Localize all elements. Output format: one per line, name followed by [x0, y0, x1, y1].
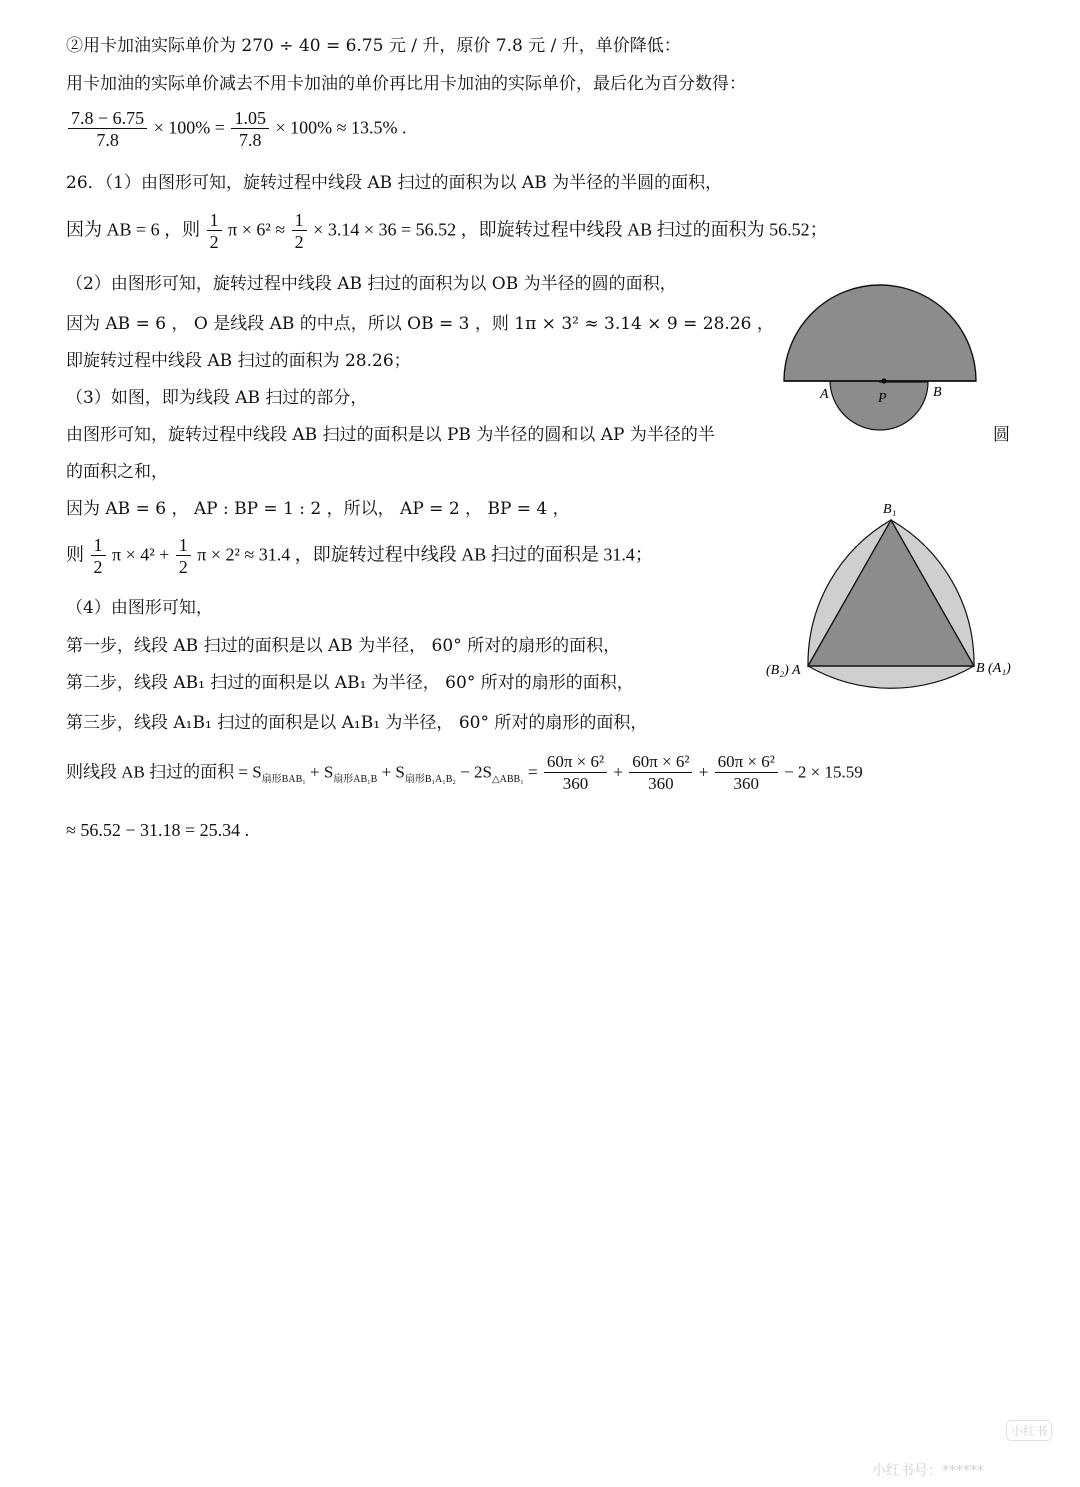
text-line-1: ②用卡加油实际单价为 270 ÷ 40 = 6.75 元 / 升，原价 7.8 元 / 升，单价降低： — [66, 36, 681, 56]
fraction: $\frac{1}{2}$ — [207, 210, 222, 253]
fraction: $\frac{7.8 - 6.75}{7.8}$ — [68, 108, 147, 151]
figure-semicircle-circle — [780, 282, 980, 432]
label-b1: B₁ — [883, 502, 897, 517]
fraction: $\frac{1}{2}$ — [91, 535, 106, 578]
formula-percent: $\frac{7.8 - 6.75}{7.8}$ × 100% = $\frac{1.05}{7.8}$ × 100% ≈ 13.5% . — [66, 108, 406, 151]
fraction: $\frac{\text{60π × 6²}}{360}$ — [544, 752, 607, 795]
label-p: P — [878, 391, 887, 406]
text-line-10-end: 圆 — [993, 425, 1010, 445]
text-line-19: ≈ 56.52 − 31.18 = 25.34 . — [66, 820, 250, 840]
text-line-6: （2）由图形可知，旋转过程中线段 AB 扫过的面积为以 OB 为半径的圆的面积， — [66, 274, 677, 294]
text-line-15: 第一步，线段 AB 扫过的面积是以 AB 为半径， 60° 所对的扇形的面积， — [66, 636, 621, 656]
label-b: B — [933, 385, 942, 400]
label-b-a1: B (A₁) — [976, 661, 1011, 676]
figure-reuleaux-triangle — [762, 498, 1032, 698]
text-line-2: 用卡加油的实际单价减去不用卡加油的单价再比用卡加油的实际单价，最后化为百分数得： — [66, 74, 746, 94]
text-line-7: 因为 AB = 6 ， O 是线段 AB 的中点，所以 OB = 3 ，则 1π × 3² ≈ 3.14 × 9 = 28.26 ， — [66, 314, 774, 334]
label-b2-a: (B₂) A — [766, 663, 801, 678]
fraction: $\frac{\text{60π × 6²}}{360}$ — [715, 752, 778, 795]
text-line-8: 即旋转过程中线段 AB 扫过的面积为 28.26； — [66, 351, 411, 371]
text-line-16: 第二步，线段 AB₁ 扫过的面积是以 AB₁ 为半径， 60° 所对的扇形的面积， — [66, 673, 634, 693]
text-line-17: 第三步，线段 A₁B₁ 扫过的面积是以 A₁B₁ 为半径， 60° 所对的扇形的面积， — [66, 713, 648, 733]
formula-sum-areas: 则 $\frac{1}{2}$ π × 4² + $\frac{1}{2}$ π × 2² ≈ 31.4 ，即旋转过程中线段 AB 扫过的面积是 31.4； — [66, 535, 653, 577]
text-line-14: （4）由图形可知， — [66, 598, 213, 618]
fraction: $\frac{1}{2}$ — [292, 210, 307, 253]
text-line-12: 因为 AB = 6 ， AP : BP = 1 : 2 ，所以， AP = 2 ， BP = 4 ， — [66, 499, 570, 519]
watermark-text: 小红书号：****** — [872, 1463, 984, 1479]
text-line-9: （3）如图，即为线段 AB 扫过的部分， — [66, 388, 368, 408]
fraction: $\frac{1}{2}$ — [176, 535, 191, 578]
text-line-4: 26．（1）由图形可知，旋转过程中线段 AB 扫过的面积为以 AB 为半径的半圆的面积， — [66, 173, 723, 193]
watermark-logo: 小红书 — [1006, 1420, 1052, 1441]
formula-sector-total: 则线段 AB 扫过的面积 = $S_{扇形BAB_1} + S_{扇形AB_1B} + S_{扇形B_1A_1B_2} - 2S_{\triangle ABB_1}$ = $\frac{\text{60π × 6²}}{360}$ + $\frac{\text{60π × 6²}}{360}$ + $\frac{\text{60π × 6²}}{360}$ − 2 × 15.59 — [66, 752, 863, 793]
text-line-11: 的面积之和， — [66, 462, 168, 482]
point-p — [881, 378, 886, 383]
text-line-10: 由图形可知，旋转过程中线段 AB 扫过的面积是以 PB 为半径的圆和以 AP 为半径的半 — [66, 425, 715, 445]
fraction: $\frac{\text{60π × 6²}}{360}$ — [629, 752, 692, 795]
formula-semicircle: 因为 AB = 6 ，则 $\frac{1}{2}$ π × 6² ≈ $\frac{1}{2}$ × 3.14 × 36 = 56.52 ，即旋转过程中线段 AB 扫过的面积为 56.52； — [66, 210, 828, 252]
fraction: $\frac{1.05}{7.8}$ — [231, 108, 269, 151]
semicircle-region — [784, 285, 976, 381]
label-a: A — [820, 387, 829, 402]
